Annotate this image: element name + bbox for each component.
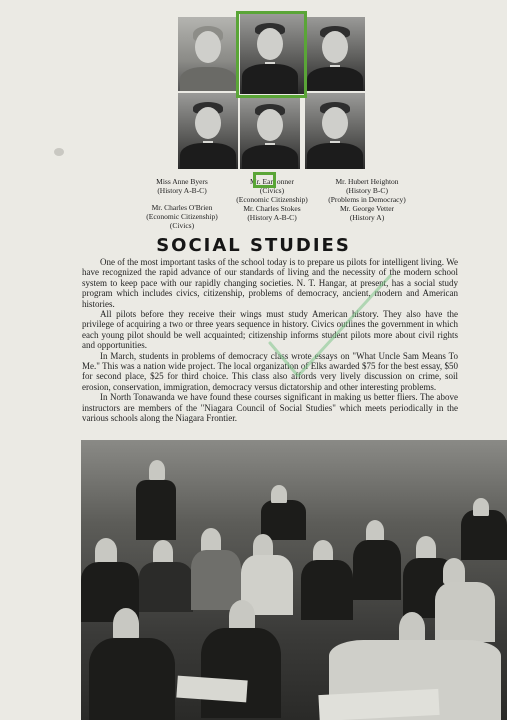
paragraph: All pilots before they receive their wings must study American history. They also have the privilege of acquiring a two or three years sequence in history. Civics outlines the government in which each young pilot should be well acquainted; citizenship informs student pilots more about civil rights and opportunities. bbox=[82, 309, 458, 351]
caption-subject: (Civics) bbox=[259, 186, 285, 195]
caption-name: Mr. George Vetter bbox=[339, 204, 395, 213]
caption-subject: (Economic Citizenship) bbox=[236, 195, 308, 204]
caption-name: Mr. Charles Stokes bbox=[243, 204, 301, 213]
caption-subject: (History A-B-C) bbox=[157, 186, 207, 195]
caption-column-right bbox=[318, 177, 416, 222]
caption-name: Miss Anne Byers bbox=[156, 177, 208, 186]
portrait-anne-byers bbox=[178, 17, 238, 91]
classroom-photo bbox=[81, 440, 507, 720]
caption-subject: (Civics) bbox=[169, 221, 195, 230]
caption-subject: (Problems in Democracy) bbox=[328, 195, 406, 204]
caption-name: Mr. Charles O'Brien bbox=[151, 203, 213, 212]
page-smudge bbox=[54, 148, 64, 156]
paragraph: In March, students in problems of democracy class wrote essays on "What Uncle Sam Means To Me." This was a nation wide project. The local organization of Elks awarded $75 for the best essay, $50 for second place, $25 for third choice. This class also affords very lively discussion on crime, soil erosion, conservation, immigration, democracy versus dictatorship and other interesting problems. bbox=[82, 350, 458, 392]
section-title: SOCIAL STUDIES bbox=[156, 235, 351, 256]
highlight-box-portrait bbox=[236, 11, 307, 98]
caption-name: Mr. Hubert Heighton bbox=[335, 177, 399, 186]
caption-column-left bbox=[138, 177, 226, 230]
caption-name-suffix: onner bbox=[276, 177, 294, 186]
caption-subject: (History A) bbox=[349, 213, 385, 222]
caption-subject: (Economic Citizenship) bbox=[146, 212, 218, 221]
portrait-george-vetter bbox=[305, 93, 365, 169]
portrait-charles-obrien bbox=[178, 93, 238, 169]
caption-name-highlight: Earl bbox=[262, 177, 276, 186]
highlight-box-name bbox=[253, 172, 276, 188]
paragraph: One of the most important tasks of the school today is to prepare us pilots for intelligent living. We have recognized the rapid advance of our standards of living and the necessity of the modern school system to keep pace with our rapidly changing societies. N. T. Hangar, at present, has a social study program which includes civics, citizenship, problems of democracy, ancient, modern and American histories. bbox=[82, 257, 458, 309]
caption-subject: (History A-B-C) bbox=[247, 213, 297, 222]
check-mark-annotation bbox=[230, 268, 410, 418]
caption-name-prefix: Mr. bbox=[250, 177, 261, 186]
caption-subject: (History B-C) bbox=[346, 186, 388, 195]
portrait-hubert-heighton bbox=[305, 17, 365, 91]
paragraph: In North Tonawanda we have found these courses significant in making us better fliers. The above instructors are members of the "Niagara Council of Social Studies" which meets periodically in the various schools along the Niagara Frontier. bbox=[82, 392, 458, 424]
portrait-charles-stokes bbox=[240, 95, 300, 169]
